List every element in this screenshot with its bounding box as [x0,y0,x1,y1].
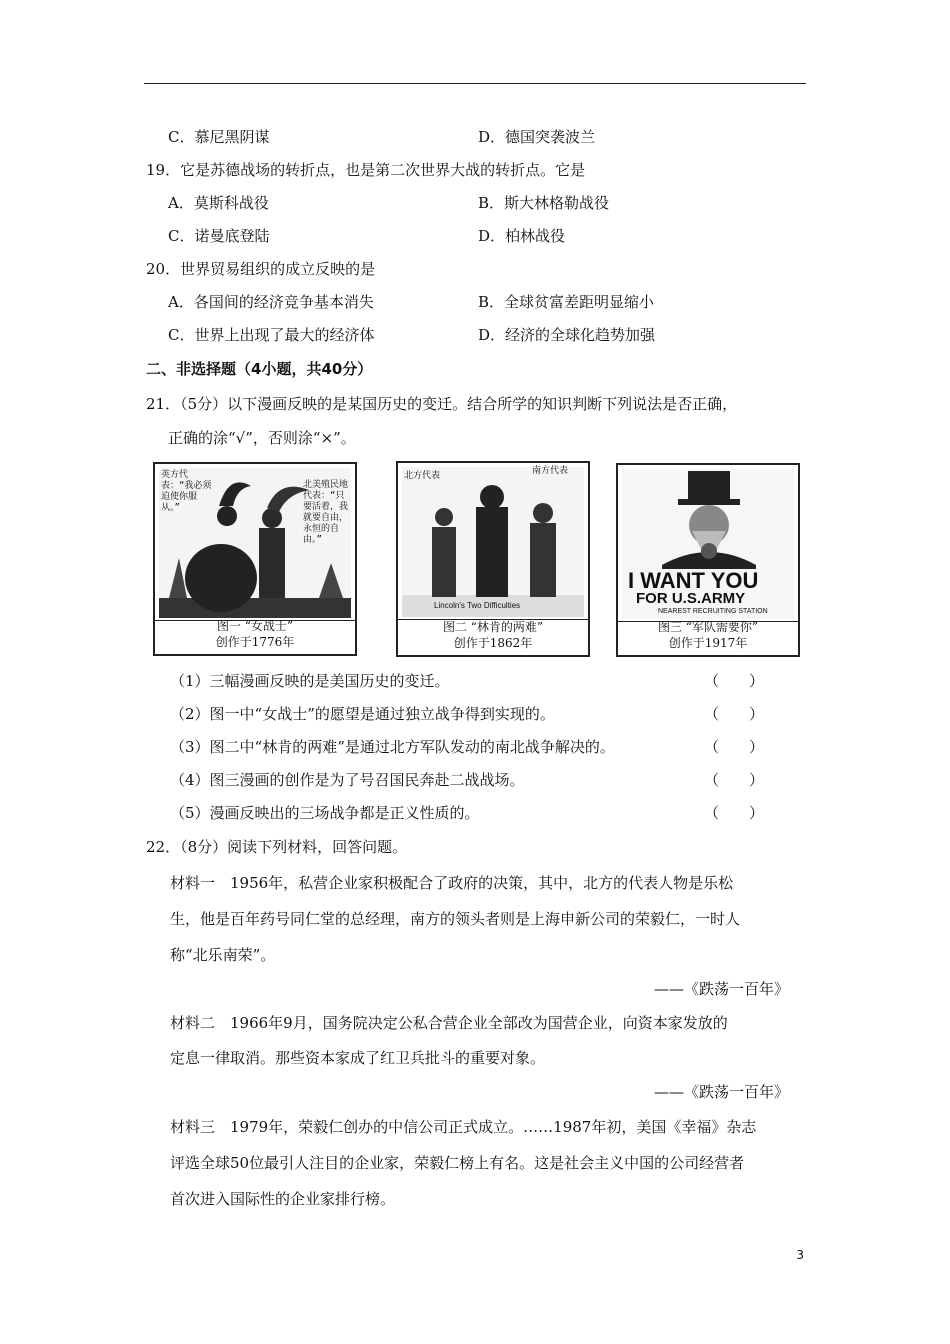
figure-2-art [402,467,584,617]
figure-1-label-left: 英方代表：“我必须迫使你服从。” [161,470,212,513]
q22-source-2: ——《跌荡一百年》 [654,1083,790,1101]
figure-2-label-south: 南方代表 [532,466,569,476]
q22-material3-line3: 首次进入国际性的企业家排行榜。 [170,1190,396,1208]
figure-2-inner-caption: Lincoln's Two Difficulties [434,601,521,610]
q21-item-2: （2）图一中“女战士”的愿望是通过独立战争得到实现的。 [170,705,555,723]
q21-answer-blank-5[interactable]: （ ） [704,804,765,822]
q21-item-4: （4）图三漫画的创作是为了号召国民奔赴二战战场。 [170,771,525,789]
q19-option-b: B．斯大林格勒战役 [478,194,610,212]
q21-stem-line2: 正确的涂“√”，否则涂“×”。 [168,429,356,447]
figure-1-caption: 图一 “女战士” [216,619,294,633]
q22-material3-line2: 评选全球50位最引人注目的企业家，荣毅仁榜上有名。这是社会主义中国的公司经营者 [170,1154,745,1172]
q21-answer-blank-2[interactable]: （ ） [704,705,765,723]
figure-2-date: 创作于1862年 [453,636,533,650]
q22-material1-line2: 生，他是百年药号同仁堂的总经理，南方的领头者则是上海申新公司的荣毅仁，一时人 [170,910,741,928]
page-number: 3 [796,1248,804,1262]
section2-title: 二、非选择题（4小题，共40分） [146,360,373,378]
figure-1-date: 创作于1776年 [215,635,295,649]
q22-material1-line3: 称“北乐南荣”。 [170,946,276,964]
q21-answer-blank-1[interactable]: （ ） [704,672,765,690]
q22-material3-line1: 材料三 1979年，荣毅仁创办的中信公司正式成立。……1987年初，美国《幸福》杂志 [170,1118,757,1136]
q22-material1-line1: 材料一 1956年，私营企业家积极配合了政府的决策，其中，北方的代表人物是乐松 [170,874,734,892]
figure-2-caption: 图二 “林肯的两难” [442,620,544,634]
figure-2-cartoon [396,461,590,657]
figure-3-poster [616,463,800,657]
figure-3-poster-line3: NEAREST RECRUITING STATION [658,608,768,615]
q19-stem: 19．它是苏德战场的转折点，也是第二次世界大战的转折点。它是 [146,161,586,179]
q21-stem-line1: 21．（5分）以下漫画反映的是某国历史的变迁。结合所学的知识判断下列说法是否正确， [146,395,738,413]
figure-2-label-north: 北方代表 [404,471,441,481]
q22-material2-line1: 材料二 1966年9月，国务院决定公私合营企业全部改为国营企业，向资本家发放的 [170,1014,728,1032]
q21-item-5: （5）漫画反映出的三场战争都是正义性质的。 [170,804,480,822]
figure-3-caption: 图三 “军队需要你” [657,620,759,634]
q18-option-d: D．德国突袭波兰 [478,128,596,146]
figure-3-date: 创作于1917年 [668,636,748,650]
q19-option-d: D．柏林战役 [478,227,566,245]
q20-option-b: B．全球贫富差距明显缩小 [478,293,655,311]
q21-answer-blank-4[interactable]: （ ） [704,771,765,789]
q18-option-c: C．慕尼黑阴谋 [168,128,270,146]
q21-answer-blank-3[interactable]: （ ） [704,738,765,756]
q20-option-a: A．各国间的经济竞争基本消失 [168,293,374,311]
q20-option-c: C．世界上出现了最大的经济体 [168,326,375,344]
q19-option-c: C．诺曼底登陆 [168,227,270,245]
figure-1-label-right: 北美殖民地代表：“只要活着，我就要自由，永恒的自由。” [303,480,349,545]
figure-3-poster-line1: I WANT YOU [628,568,759,593]
q21-item-1: （1）三幅漫画反映的是美国历史的变迁。 [170,672,450,690]
figure-3-poster-line2: FOR U.S.ARMY [636,590,746,607]
q20-option-d: D．经济的全球化趋势加强 [478,326,656,344]
q19-option-a: A．莫斯科战役 [168,194,269,212]
q22-source-1: ——《跌荡一百年》 [654,980,790,998]
q21-item-3: （3）图二中“林肯的两难”是通过北方军队发动的南北战争解决的。 [170,738,615,756]
q20-stem: 20．世界贸易组织的成立反映的是 [146,260,376,278]
figure-1-cartoon [153,462,357,656]
header-rule [144,83,806,84]
q22-material2-line2: 定息一律取消。那些资本家成了红卫兵批斗的重要对象。 [170,1049,546,1067]
q22-stem: 22．（8分）阅读下列材料，回答问题。 [146,838,408,856]
